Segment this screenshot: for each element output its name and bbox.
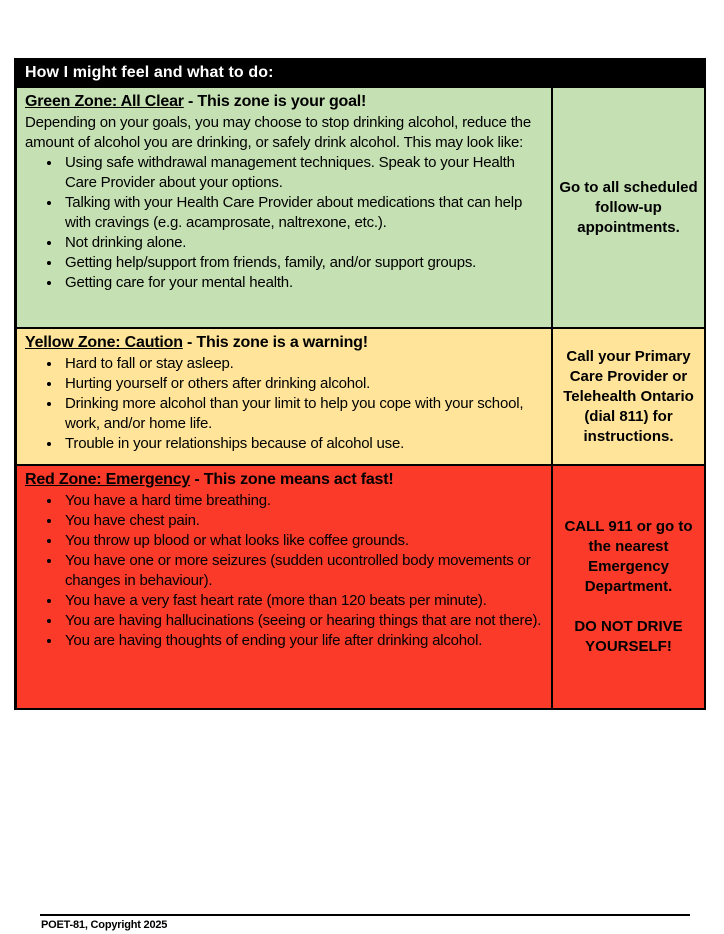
bullet-item: • You have one or more seizures (sudden ucontrolled body movements or changes in behaviour). bbox=[62, 551, 543, 591]
yellow-zone-action bbox=[551, 329, 704, 464]
yellow-zone-heading bbox=[25, 332, 543, 354]
bullet-item: • You throw up blood or what looks like coffee grounds. bbox=[62, 531, 543, 551]
bullet-item: • You have a very fast heart rate (more than 120 beats per minute). bbox=[62, 591, 543, 611]
red-zone-row bbox=[17, 464, 704, 708]
red-zone-action-do-not-drive: DO NOT DRIVE YOURSELF! bbox=[574, 618, 683, 655]
bullet-item: • Not drinking alone. bbox=[62, 233, 543, 253]
bullet-item: • You are having hallucinations (seeing or hearing things that are not there). bbox=[62, 611, 543, 631]
bullet-item: • You have a hard time breathing. bbox=[62, 491, 543, 511]
bullet-item: • Drinking more alcohol than your limit to help you cope with your school, work, and/or home life. bbox=[62, 394, 543, 434]
green-zone-content bbox=[17, 88, 551, 327]
red-zone-title: Red Zone: Emergency bbox=[25, 471, 191, 488]
yellow-zone-row bbox=[17, 327, 704, 464]
yellow-zone-action-text: Call your Primary Care Provider or Telehealth Ontario (dial 811) for instructions. bbox=[563, 347, 694, 445]
red-zone-subtitle: - This zone means act fast! bbox=[190, 471, 394, 488]
bullet-item: • Getting care for your mental health. bbox=[62, 273, 543, 293]
green-zone-row bbox=[17, 86, 704, 327]
yellow-zone-subtitle: - This zone is a warning! bbox=[182, 334, 368, 351]
bullet-item: • You have chest pain. bbox=[62, 511, 543, 531]
green-zone-intro: Depending on your goals, you may choose to stop drinking alcohol, reduce the amount of alcohol you are drinking, or safely drink alcohol. This may look like: bbox=[25, 114, 531, 151]
footer-divider bbox=[40, 914, 690, 916]
yellow-zone-title: Yellow Zone: Caution bbox=[25, 334, 183, 351]
red-zone-heading bbox=[25, 469, 543, 491]
zone-table bbox=[14, 58, 706, 710]
yellow-zone-bullet-list bbox=[25, 354, 543, 454]
green-zone-action bbox=[551, 88, 704, 327]
red-zone-action bbox=[551, 466, 704, 708]
red-zone-content bbox=[17, 466, 551, 708]
bullet-item: • Getting help/support from friends, family, and/or support groups. bbox=[62, 253, 543, 273]
green-zone-action-text: Go to all scheduled follow-up appointments. bbox=[559, 178, 698, 236]
bullet-item: • Talking with your Health Care Provider about medications that can help with cravings (e.g. acamprosate, naltrexone, etc.). bbox=[62, 193, 543, 233]
bullet-item: • You are having thoughts of ending your life after drinking alcohol. bbox=[62, 631, 543, 651]
green-zone-heading bbox=[25, 91, 543, 113]
red-zone-action-call-911: CALL 911 or go to the nearest Emergency Department. bbox=[564, 518, 693, 595]
green-zone-subtitle: - This zone is your goal! bbox=[183, 93, 367, 110]
bullet-item: • Trouble in your relationships because of alcohol use. bbox=[62, 434, 543, 454]
table-header: How I might feel and what to do: bbox=[17, 61, 704, 86]
footer-copyright: POET-81, Copyright 2025 bbox=[41, 919, 168, 931]
bullet-item: • Hard to fall or stay asleep. bbox=[62, 354, 543, 374]
yellow-zone-content bbox=[17, 329, 551, 464]
green-zone-title: Green Zone: All Clear bbox=[25, 93, 184, 110]
red-zone-bullet-list bbox=[25, 491, 543, 651]
bullet-item: • Using safe withdrawal management techniques. Speak to your Health Care Provider about your options. bbox=[62, 153, 543, 193]
bullet-item: • Hurting yourself or others after drinking alcohol. bbox=[62, 374, 543, 394]
green-zone-bullet-list bbox=[25, 153, 543, 293]
